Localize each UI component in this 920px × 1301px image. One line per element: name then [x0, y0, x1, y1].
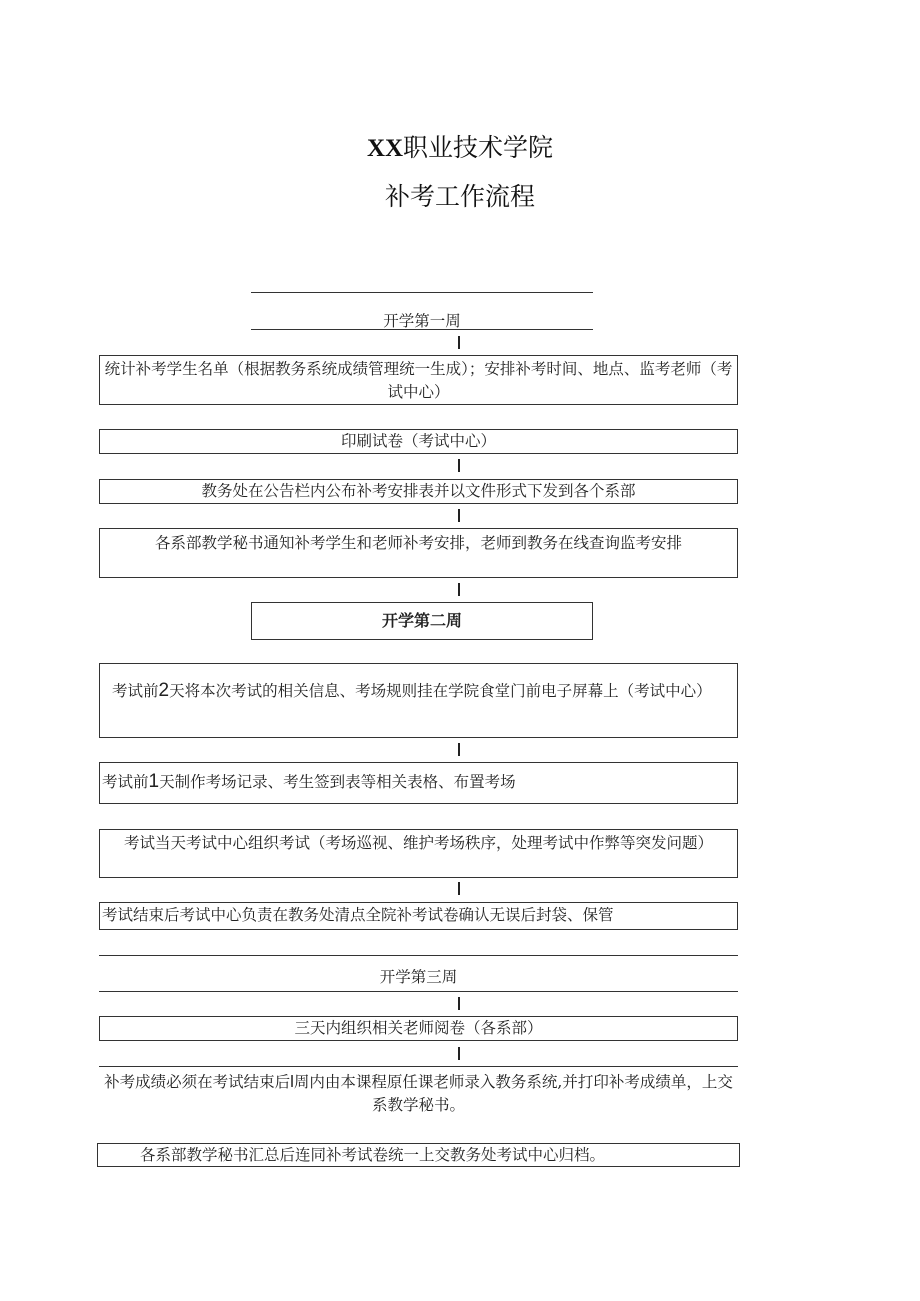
divider: [251, 292, 593, 293]
week3-step3-box: [97, 1143, 740, 1167]
title-rest: 职业技术学院: [403, 133, 554, 162]
week1-step2-box: [99, 429, 738, 454]
week3-step2-number: l: [290, 1072, 294, 1091]
week1-step3-text: 教务处在公告栏内公布补考安排表并以文件形式下发到各个系部: [201, 482, 636, 500]
page-subtitle: 补考工作流程: [384, 182, 535, 211]
flow-connector: [458, 1047, 460, 1060]
week2-step1-prefix: 考试前: [112, 682, 159, 700]
week2-step3-text: 考试当天考试中心组织考试（考场巡视、维护考场秩序，处理考试中作弊等突发问题）: [123, 834, 713, 852]
flow-connector: [458, 459, 460, 472]
week1-step1-text: 统计补考学生名单（根据教务系统成绩管理统一生成）；安排补考时间、地点、监考老师（考试中心）: [104, 360, 733, 401]
week3-step1-text: 三天内组织相关老师阅卷（各系部）: [294, 1019, 543, 1037]
flow-connector: [458, 583, 460, 596]
title-prefix: XX: [366, 135, 404, 162]
week2-step2-box: [99, 762, 738, 804]
week3-step1-box: [99, 1016, 738, 1041]
divider: [99, 1066, 738, 1067]
page-title: [0, 128, 920, 164]
flow-connector: [458, 743, 460, 756]
week2-label: 开学第二周: [381, 611, 462, 630]
week3-step2: [99, 1070, 738, 1117]
week1-step4-box: [99, 528, 738, 578]
week3-step3-text: 各系部教学秘书汇总后连同补考试卷统一上交教务处考试中心归档。: [140, 1146, 606, 1164]
week3-step2-prefix: 补考成绩必须在考试结束后: [104, 1073, 291, 1091]
week2-step1-box: [99, 663, 738, 738]
week3-label: 开学第三周: [379, 968, 458, 986]
week1-step1-box: [99, 355, 738, 405]
week1-step2-text: 印刷试卷（考试中心）: [340, 432, 496, 450]
week2-step2-prefix: 考试前: [102, 773, 149, 791]
week2-step1-text: 天将本次考试的相关信息、考场规则挂在学院食堂门前电子屏幕上（考试中心）: [169, 682, 712, 700]
flow-connector: [458, 509, 460, 522]
divider: [251, 329, 593, 330]
week2-label-box: [251, 602, 593, 640]
week1-step4-text: 各系部教学秘书通知补考学生和老师补考安排，老师到教务在线查询监考安排: [154, 534, 682, 552]
divider: [99, 955, 738, 956]
flow-connector: [458, 997, 460, 1010]
divider: [99, 991, 738, 992]
week2-step1-number: 2: [158, 680, 170, 701]
week2-step4-box: [99, 902, 738, 930]
flow-connector: [458, 336, 460, 349]
flow-connector: [458, 882, 460, 895]
week2-step3-box: [99, 829, 738, 878]
week2-step2-number: 1: [148, 771, 160, 792]
week2-step2-text: 天制作考场记录、考生签到表等相关表格、布置考场: [159, 773, 516, 791]
week1-step3-box: [99, 479, 738, 504]
week2-step4-text: 考试结束后考试中心负责在教务处清点全院补考试卷确认无误后封袋、保管: [102, 906, 614, 924]
week3-step2-text: 周内由本课程原任课老师录入教务系统,并打印补考成绩单，上交系教学秘书。: [293, 1073, 733, 1114]
week1-label: 开学第一周: [383, 312, 461, 330]
